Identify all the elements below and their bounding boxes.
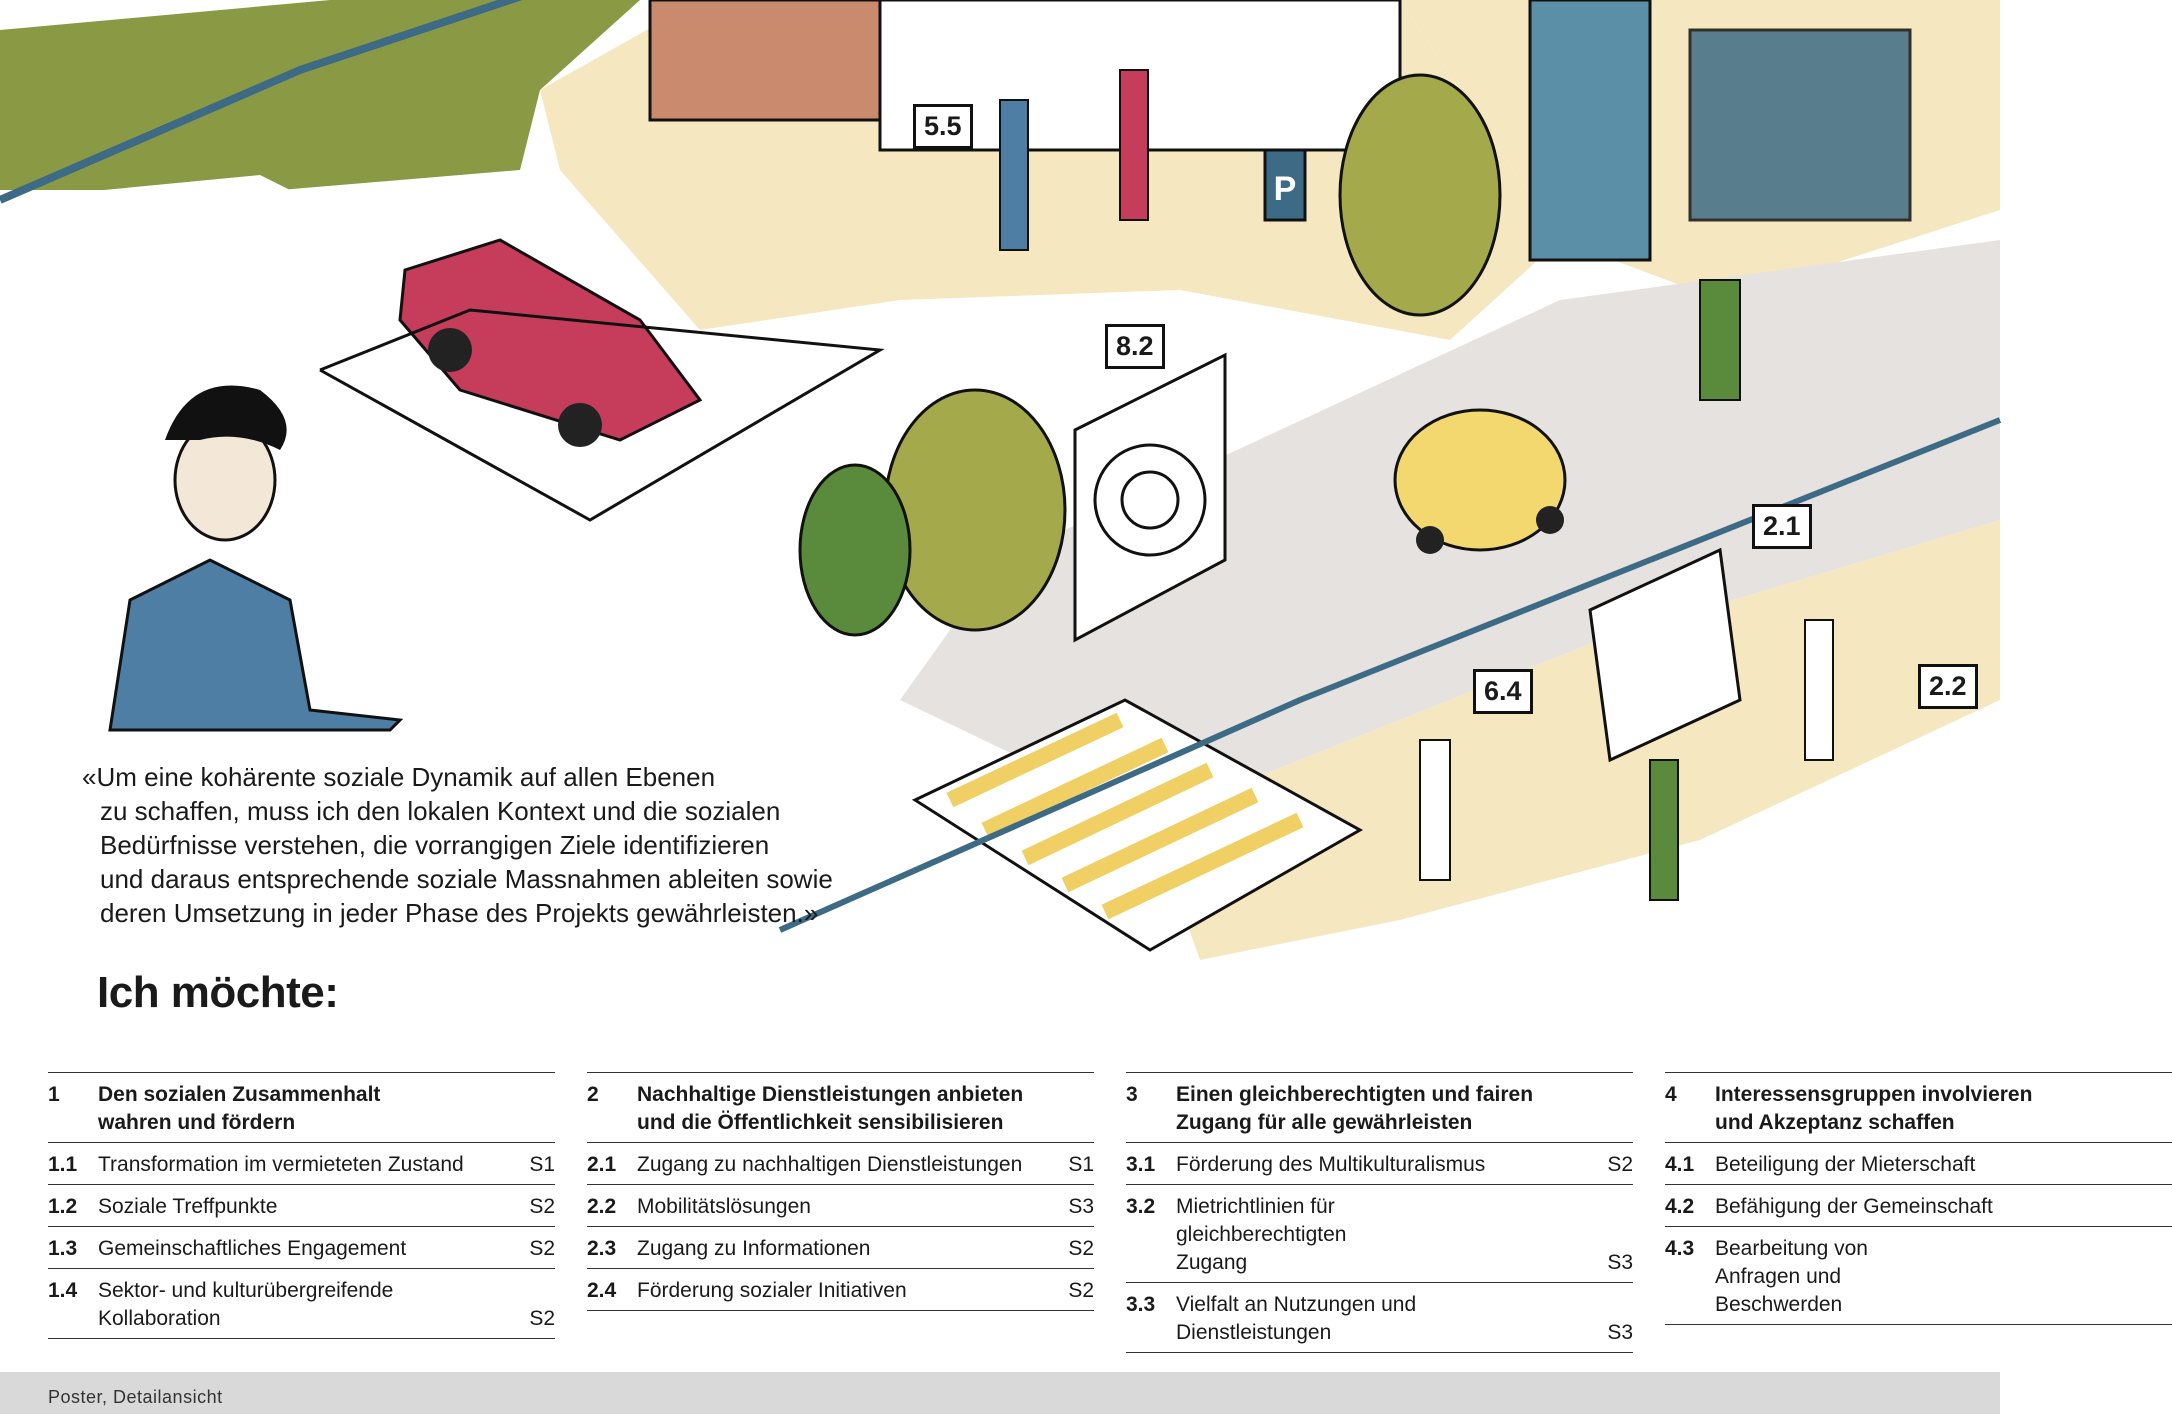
goal-header	[587, 1072, 1094, 1143]
goal-header	[1665, 1072, 2172, 1143]
item-number: 1.3	[48, 1237, 78, 1260]
bus-shelter	[1690, 30, 1910, 220]
item-number: 4.2	[1665, 1195, 1695, 1218]
item-number: 2.3	[587, 1237, 617, 1260]
item-label: Zugang zu Informationen	[637, 1237, 871, 1260]
section-heading: Ich möchte:	[97, 968, 339, 1017]
goal-item	[587, 1269, 1094, 1311]
reference-tag: 8.2	[1105, 324, 1165, 369]
goal-title-line: und Akzeptanz schaffen	[1715, 1111, 1955, 1134]
goal-title-line: Einen gleichberechtigten und fairen	[1176, 1083, 1534, 1106]
item-number: 2.2	[587, 1195, 617, 1218]
goal-title-line: und die Öffentlichkeit sensibilisieren	[637, 1111, 1004, 1134]
item-stage: S3	[1607, 1251, 1633, 1274]
goal-item	[1665, 1227, 2172, 1325]
goal-item	[1665, 1143, 2172, 1185]
figure-caption: Poster, Detailansicht	[48, 1387, 223, 1407]
parking-sign	[1265, 150, 1305, 220]
pedestrian	[1805, 620, 1833, 760]
item-stage: S2	[529, 1307, 555, 1330]
item-number: 1.2	[48, 1195, 78, 1218]
goal-item	[1126, 1185, 1633, 1283]
item-label: Beteiligung der Mieterschaft	[1715, 1153, 1976, 1176]
goal-item	[48, 1269, 555, 1339]
item-label: Sektor- und kulturübergreifende Kollaboration	[98, 1279, 394, 1330]
reference-tag: 5.5	[913, 104, 973, 149]
goal-number: 2	[587, 1083, 599, 1106]
goal-title-line: Interessensgruppen involvieren	[1715, 1083, 2033, 1106]
goal-title	[98, 1081, 555, 1137]
item-stage: S3	[1068, 1195, 1094, 1218]
goal-item	[48, 1185, 555, 1227]
tree	[1340, 75, 1500, 315]
item-stage: S1	[529, 1153, 555, 1176]
item-number: 2.4	[587, 1279, 617, 1302]
quote-line: «Um eine kohärente soziale Dynamik auf allen Ebenen	[82, 762, 716, 792]
goal-title	[1715, 1081, 2172, 1137]
item-number: 3.3	[1126, 1293, 1156, 1316]
item-number: 2.1	[587, 1153, 617, 1176]
item-label: Soziale Treffpunkte	[98, 1195, 278, 1218]
goal-header	[48, 1072, 555, 1143]
reference-tag: 2.1	[1752, 504, 1812, 549]
pedestrian	[1420, 740, 1450, 880]
goal-title-line: Den sozialen Zusammenhalt	[98, 1083, 381, 1106]
item-stage: S2	[529, 1195, 555, 1218]
item-number: 4.3	[1665, 1237, 1695, 1260]
goal-column	[1665, 1072, 2033, 1325]
goal-number: 3	[1126, 1083, 1138, 1106]
item-stage: S2	[1607, 1153, 1633, 1176]
quote-line: deren Umsetzung in jeder Phase des Projekts gewährleisten.»	[100, 898, 819, 928]
goal-column	[587, 1072, 1094, 1311]
quote-line: und daraus entsprechende soziale Massnahmen ableiten sowie	[100, 864, 833, 894]
goal-number: 1	[48, 1083, 60, 1106]
item-number: 3.1	[1126, 1153, 1156, 1176]
item-stage: S3	[1607, 1321, 1633, 1344]
thinking-character	[110, 386, 400, 730]
pedestrian	[1120, 70, 1148, 220]
item-stage: S1	[1068, 1153, 1094, 1176]
item-label: Mietrichtlinien für gleichberechtigten Zugang	[1176, 1195, 1347, 1274]
quote-line: zu schaffen, muss ich den lokalen Kontext und die sozialen	[100, 796, 781, 826]
item-number: 4.1	[1665, 1153, 1695, 1176]
item-label: Mobilitätslösungen	[637, 1195, 811, 1218]
goal-column	[48, 1072, 555, 1339]
item-stage: S2	[1068, 1279, 1094, 1302]
item-label: Befähigung der Gemeinschaft	[1715, 1195, 1993, 1218]
item-label: Gemeinschaftliches Engagement	[98, 1237, 407, 1260]
pedestrian	[1000, 100, 1028, 250]
svg-text:P: P	[1273, 170, 1297, 208]
building-brown	[650, 0, 880, 120]
item-stage: S2	[1068, 1237, 1094, 1260]
quote-line: Bedürfnisse verstehen, die vorrangigen Ziele identifizieren	[100, 830, 770, 860]
item-label: Förderung sozialer Initiativen	[637, 1279, 907, 1302]
goal-item	[48, 1143, 555, 1185]
goal-item	[1665, 1185, 2172, 1227]
goal-item	[587, 1227, 1094, 1269]
reference-tag: 2.2	[1918, 664, 1978, 709]
goal-item	[48, 1227, 555, 1269]
item-label: Förderung des Multikulturalismus	[1176, 1153, 1486, 1176]
goal-item	[587, 1143, 1094, 1185]
building-teal	[1530, 0, 1650, 260]
goal-item	[1126, 1143, 1633, 1185]
goal-title-line: Nachhaltige Dienstleistungen anbieten	[637, 1083, 1024, 1106]
goal-item	[587, 1185, 1094, 1227]
item-label: Transformation im vermieteten Zustand	[98, 1153, 464, 1176]
reference-tag: 6.4	[1473, 669, 1533, 714]
tree-dark	[800, 465, 910, 635]
item-label: Vielfalt an Nutzungen und Dienstleistungen	[1176, 1293, 1417, 1344]
goal-title	[637, 1081, 1094, 1137]
goal-header	[1126, 1072, 1633, 1143]
quote	[82, 760, 882, 930]
goal-item	[1126, 1283, 1633, 1353]
goal-title-line: wahren und fördern	[98, 1111, 296, 1134]
cyclist	[1700, 280, 1740, 400]
footer-bar	[0, 1372, 2000, 1414]
item-number: 3.2	[1126, 1195, 1156, 1218]
item-label: Zugang zu nachhaltigen Dienstleistungen	[637, 1153, 1023, 1176]
pedestrian	[1650, 760, 1678, 900]
item-number: 1.4	[48, 1279, 78, 1302]
item-stage: S2	[529, 1237, 555, 1260]
item-number: 1.1	[48, 1153, 78, 1176]
tree	[885, 390, 1065, 630]
goal-column	[1126, 1072, 1633, 1353]
item-label: Bearbeitung von Anfragen und Beschwerden	[1715, 1237, 1868, 1316]
goal-number: 4	[1665, 1083, 1677, 1106]
goal-title	[1176, 1081, 1633, 1137]
goal-title-line: Zugang für alle gewährleisten	[1176, 1111, 1473, 1134]
